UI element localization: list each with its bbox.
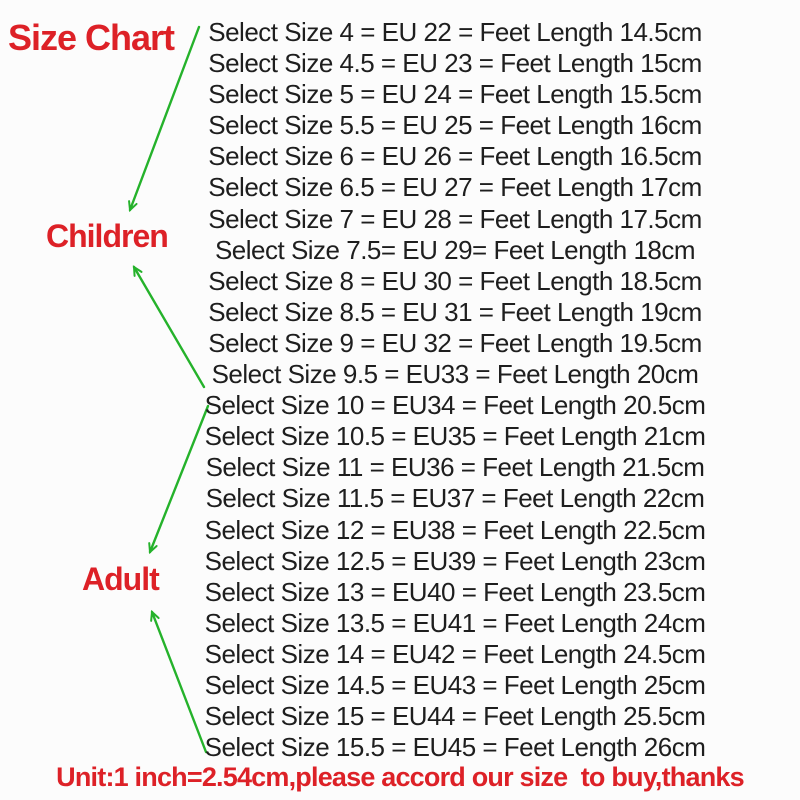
size-row: Select Size 7.5= EU 29= Feet Length 18cm bbox=[214, 234, 696, 265]
size-row: Select Size 13 = EU40 = Feet Length 23.5cm bbox=[204, 576, 706, 607]
size-row: Select Size 5 = EU 24 = Feet Length 15.5cm bbox=[208, 79, 702, 110]
size-row: Select Size 13.5 = EU41 = Feet Length 24cm bbox=[204, 607, 706, 638]
page-title: Size Chart bbox=[8, 17, 175, 58]
size-row: Select Size 9 = EU 32 = Feet Length 19.5cm bbox=[208, 327, 702, 358]
size-row: Select Size 5.5 = EU 25 = Feet Length 16cm bbox=[208, 110, 702, 141]
size-row: Select Size 6 = EU 26 = Feet Length 16.5cm bbox=[208, 141, 702, 172]
size-row: Select Size 11.5 = EU37 = Feet Length 22cm bbox=[205, 483, 705, 514]
unit-note: Unit:1 inch=2.54cm,please accord our size to buy,thanks bbox=[56, 762, 744, 792]
size-row: Select Size 15 = EU44 = Feet Length 25.5cm bbox=[204, 701, 706, 732]
size-row: Select Size 6.5 = EU 27 = Feet Length 17cm bbox=[208, 172, 702, 203]
size-row: Select Size 10 = EU34 = Feet Length 20.5cm bbox=[204, 390, 706, 421]
size-row: Select Size 11 = EU36 = Feet Length 21.5cm bbox=[205, 452, 705, 483]
size-row: Select Size 4 = EU 22 = Feet Length 14.5cm bbox=[208, 17, 702, 47]
size-row: Select Size 15.5 = EU45 = Feet Length 26cm bbox=[204, 732, 706, 763]
size-row: Select Size 14 = EU42 = Feet Length 24.5cm bbox=[204, 638, 706, 669]
size-row: Select Size 8.5 = EU 31 = Feet Length 19cm bbox=[208, 296, 702, 327]
size-row: Select Size 10.5 = EU35 = Feet Length 21cm bbox=[204, 421, 706, 452]
size-row: Select Size 7 = EU 28 = Feet Length 17.5cm bbox=[208, 203, 702, 234]
children-group-label: Children bbox=[46, 218, 168, 254]
adult-group-label: Adult bbox=[82, 561, 159, 597]
size-row: Select Size 9.5 = EU33 = Feet Length 20cm bbox=[211, 359, 699, 390]
size-row: Select Size 12 = EU38 = Feet Length 22.5cm bbox=[204, 514, 706, 545]
size-row: Select Size 8 = EU 30 = Feet Length 18.5cm bbox=[208, 265, 702, 296]
size-row: Select Size 4.5 = EU 23 = Feet Length 15cm bbox=[208, 48, 702, 79]
size-row: Select Size 14.5 = EU43 = Feet Length 25cm bbox=[204, 669, 706, 700]
size-row: Select Size 12.5 = EU39 = Feet Length 23cm bbox=[204, 545, 706, 576]
size-table bbox=[125, 17, 785, 763]
